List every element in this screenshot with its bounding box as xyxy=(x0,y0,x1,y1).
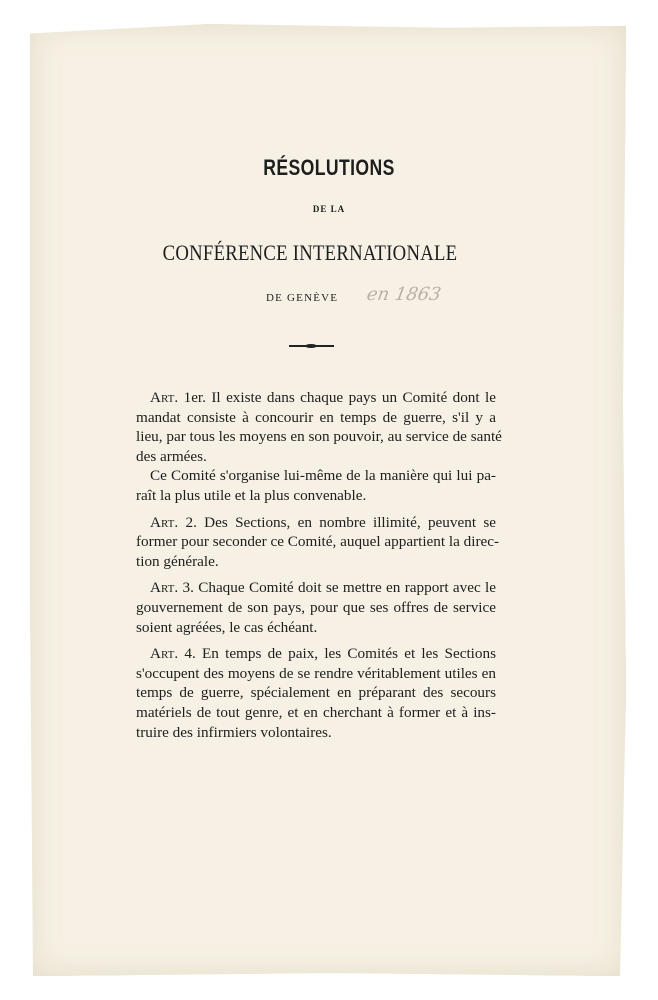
text-line: temps de guerre, spécialement en préparant des secours xyxy=(136,684,496,702)
handwritten-annotation: en 1863 xyxy=(365,284,443,305)
text-line: Art. 2. Des Sections, en nombre illimité, peuvent se xyxy=(150,513,496,531)
text-line: tion générale. xyxy=(136,552,219,570)
text-line: s'occupent des moyens de se rendre véritablement utiles en xyxy=(136,664,496,682)
article-3 xyxy=(136,578,496,637)
articles-body xyxy=(136,388,502,749)
text-line: truire des infirmiers volontaires. xyxy=(136,723,332,741)
article-label: Art. xyxy=(150,389,179,406)
text-line: Art. 3. Chaque Comité doit se mettre en rapport avec le xyxy=(150,579,496,597)
article-label: Art. xyxy=(150,645,179,663)
text-line: gouvernement de son pays, pour que ses offres de service xyxy=(136,598,496,616)
text-line: matériels de tout genre, et en cherchant à former et à ins- xyxy=(136,703,496,721)
text-line: former pour seconder ce Comité, auquel appartient la direc- xyxy=(136,533,500,551)
text-line: Ce Comité s'organise lui-même de la manière qui lui pa- xyxy=(150,467,496,485)
text-line: des armées. xyxy=(136,447,207,465)
text-line: raît la plus utile et la plus convenable. xyxy=(136,486,367,504)
document-title: RÉSOLUTIONS xyxy=(263,155,395,180)
subtitle-de-la: DE LA xyxy=(312,204,346,214)
text-line: soient agréées, le cas échéant. xyxy=(136,618,318,636)
article-label: Art. xyxy=(150,513,179,531)
text-line: Art. 4. En temps de paix, les Comités et les Sections xyxy=(150,645,496,663)
ornamental-divider xyxy=(289,345,334,347)
article-1 xyxy=(136,388,502,506)
conference-heading: CONFÉRENCE INTERNATIONALE xyxy=(162,240,458,265)
text-line: mandat consiste à concourir en temps de guerre, s'il y a xyxy=(136,408,496,426)
text-line: lieu, par tous les moyens en son pouvoir, au service de santé xyxy=(136,428,502,446)
text-line: Art. 1er. Il existe dans chaque pays un Comité dont le xyxy=(150,389,496,406)
geneve-heading: DE GENÈVE xyxy=(266,292,339,304)
article-label: Art. xyxy=(150,579,179,597)
article-4 xyxy=(136,644,496,742)
article-2 xyxy=(136,513,500,572)
